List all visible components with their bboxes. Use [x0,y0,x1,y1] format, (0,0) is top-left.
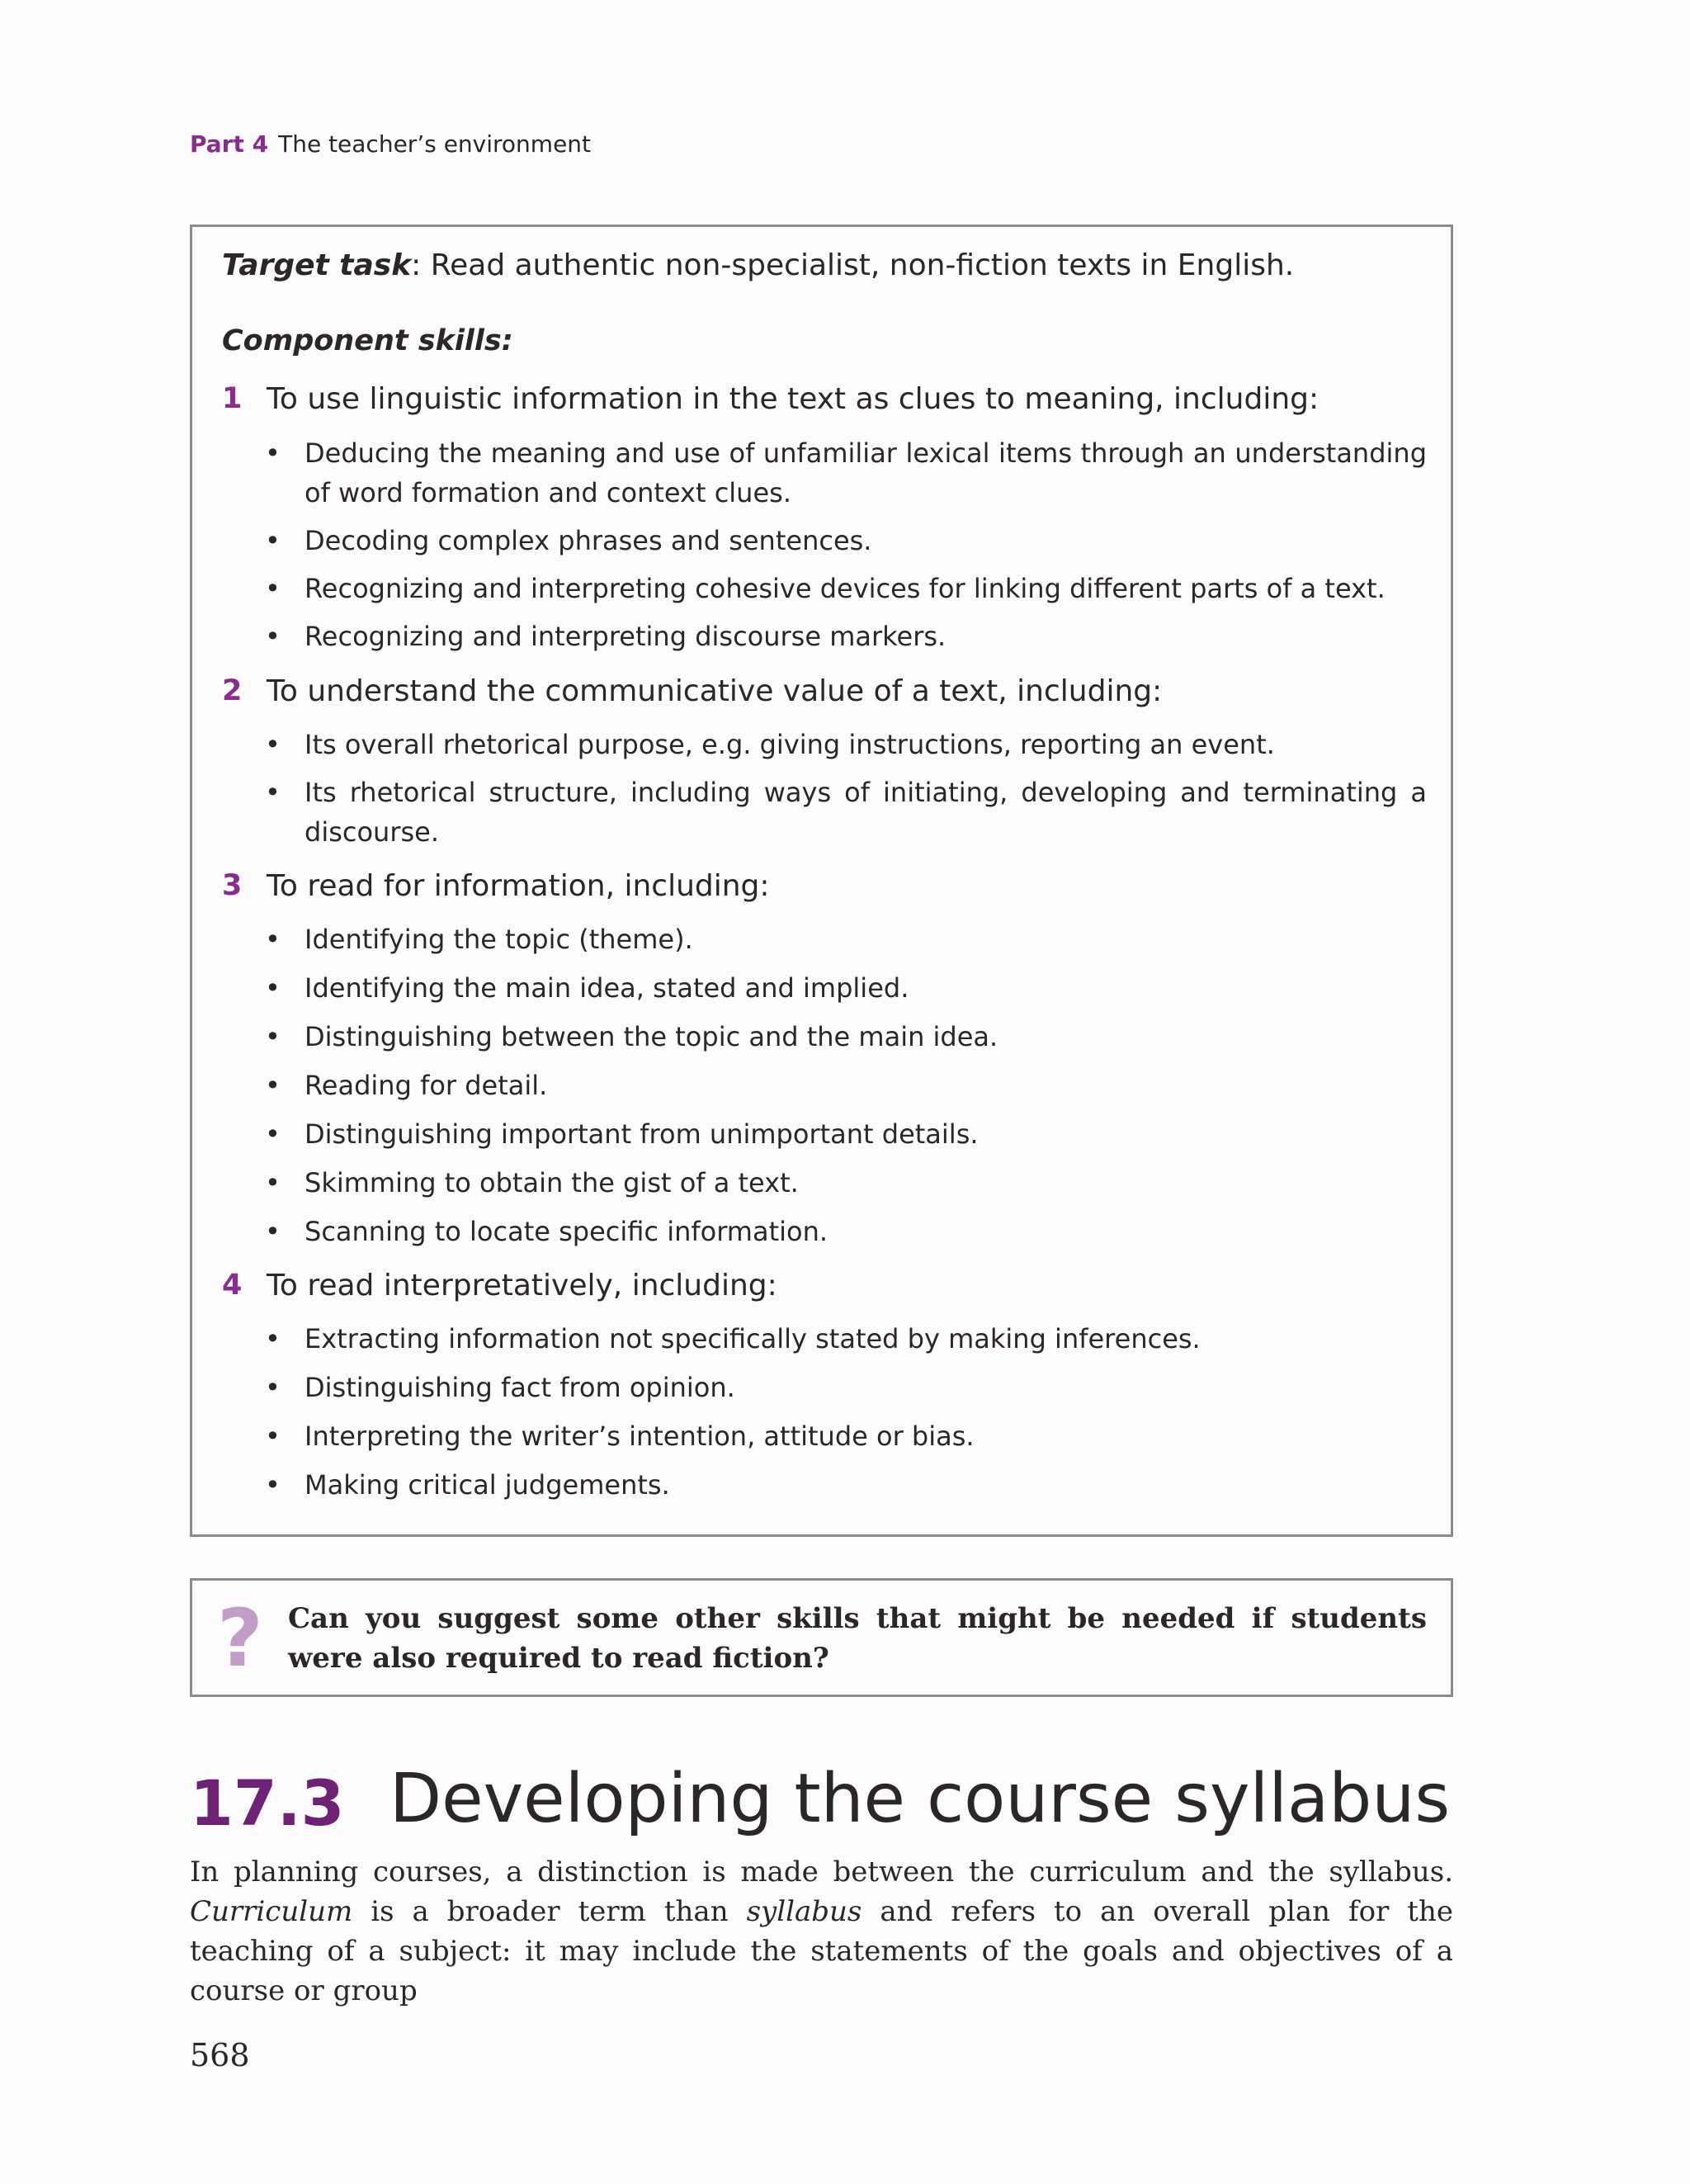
question-box [190,1578,1453,1697]
question-text: Can you suggest some other skills that might be needed if students were also required to read fiction? [288,1602,1427,1675]
page-number: 568 [190,2037,250,2073]
component-skills-heading: Component skills: [222,324,513,357]
item-text: To read for information, including: [267,869,770,903]
item-number: 4 [222,1269,243,1302]
section-number: 17.3 [190,1766,345,1840]
item-number: 3 [222,869,243,902]
item-number: 2 [222,674,243,707]
item-text: To use linguistic information in the text as clues to meaning, including: [267,382,1319,416]
question-mark-icon: ? [217,1592,263,1685]
item-text: To read interpretatively, including: [267,1269,777,1302]
running-head [190,130,591,158]
part-title: The teacher’s environment [278,130,592,158]
item-number: 1 [222,382,243,415]
body-paragraph: In planning courses, a distinction is made between the curriculum and the syllabus. Curriculum is a broader term than syllabus and refers to an overall plan for the teaching of a subject: it may include the statements of the goals and objectives of a course or group [190,1855,1453,2007]
target-task-text: : Read authentic non-specialist, non-fiction texts in English. [411,248,1295,282]
skills-box: Target task: Read authentic non-specialist, non-fiction texts in English. Component skills: 1 To use linguistic information in the text as clues to meaning, including: • Deducing the meaning and use of unfamiliar lexical items through an understanding of word formation and context clues. • Decoding complex phrases and sentences. • Recognizing and interpreting cohesive devices for linking different parts of a text. • Recognizing and interpreting discourse markers. 2 To understand the communicative value of a text, including: • Its overall rhetorical purpose, e.g. giving instructions, reporting an event. • Its rhetorical structure, including ways of initiating, developing and terminating a discourse. 3 To read for information, including: • Identifying the topic (theme). • Identifying the main idea, stated and implied. • Distinguishing between the topic and the main idea. • Reading for detail. • Distinguishing important from unimportant details. • Skimming to obtain the gist of a text. • Scanning to locate specific information. 4 To read interpretatively, including: • Extracting information not specifically stated by making inferences. • Distinguishing fact from opinion. • Interpreting the writer’s intention, attitude or bias. • Making critical judgements. [190,225,1453,1537]
target-task-label: Target task [222,248,412,282]
item-text: To understand the communicative value of a text, including: [267,674,1163,708]
target-task [222,248,1294,282]
section-title: Developing the course syllabus [389,1760,1451,1838]
part-label: Part 4 [190,130,269,158]
